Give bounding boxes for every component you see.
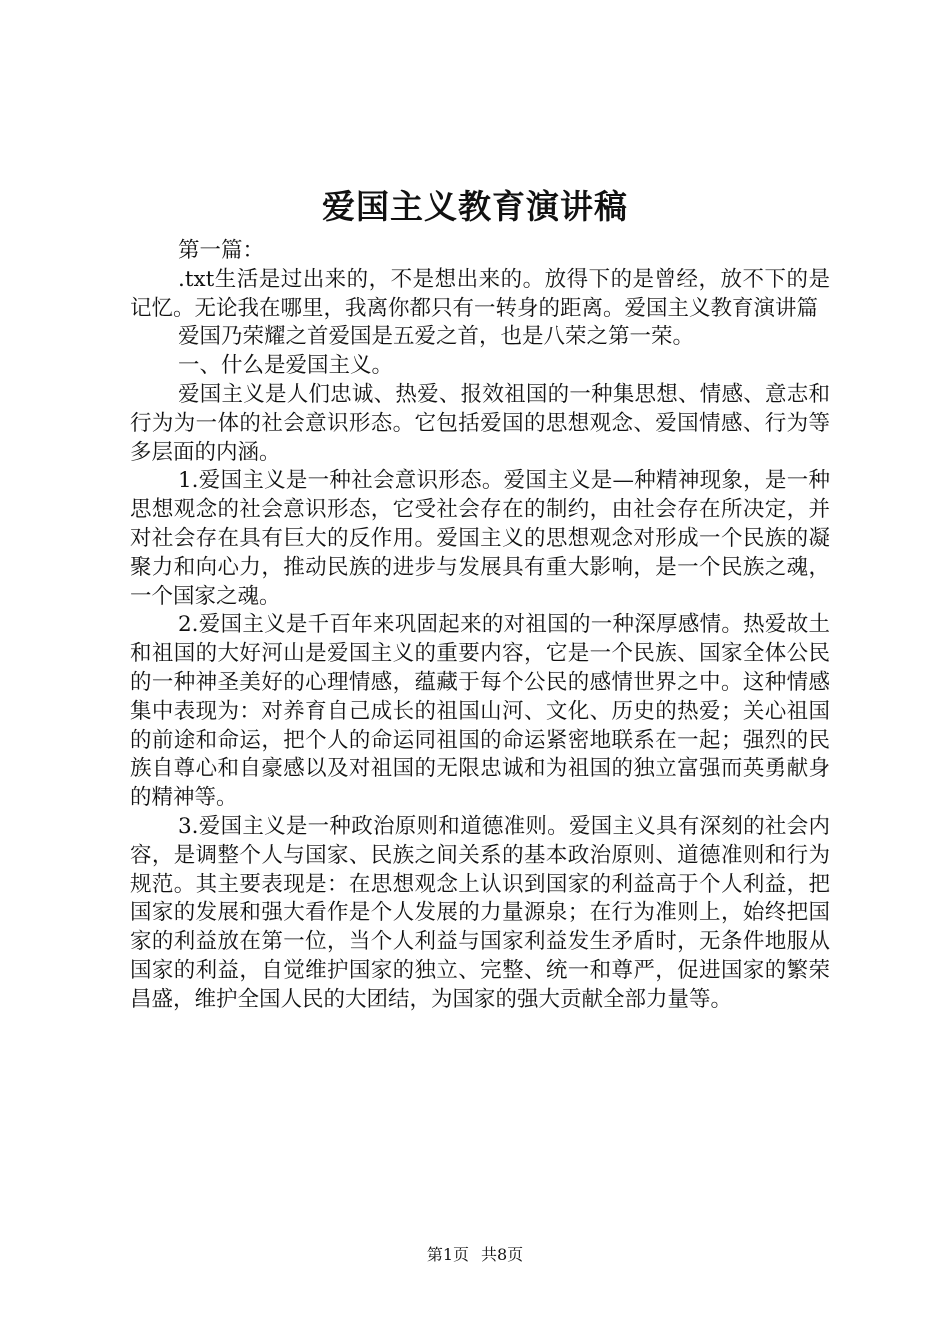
paragraph: 1.爱国主义是一种社会意识形态。爱国主义是—种精神现象，是一种思想观念的社会意识形态，它受社会存在的制约，由社会存在所决定，并对社会存在具有巨大的反作用。爱国主义的思想观念对形成一个民族的凝聚力和向心力，推动民族的进步与发展具有重大影响，是一个民族之魂，一个国家之魂。 — [130, 468, 830, 609]
paragraph: 爱国乃荣耀之首爱国是五爱之首，也是八荣之第一荣。 — [178, 324, 695, 350]
document-title: 爱国主义教育演讲稿 — [322, 187, 628, 226]
paragraph: 一、什么是爱国主义。 — [178, 353, 394, 379]
document-body — [130, 237, 830, 1015]
page-total: 共8页 — [481, 1245, 524, 1264]
paragraph: 第一篇： — [178, 238, 265, 263]
paragraph: 爱国主义是人们忠诚、热爱、报效祖国的一种集思想、情感、意志和行为为一体的社会意识形态。它包括爱国的思想观念、爱国情感、行为等多层面的内涵。 — [130, 381, 830, 465]
paragraph: 3.爱国主义是一种政治原则和道德准则。爱国主义具有深刻的社会内容，是调整个人与国家、民族之间关系的基本政治原则、道德准则和行为规范。其主要表现是：在思想观念上认识到国家的利益高于个人利益，把国家的发展和强大看作是个人发展的力量源泉；在行为准则上，始终把国家的利益放在第一位，当个人利益与国家利益发生矛盾时，无条件地服从国家的利益，自觉维护国家的独立、完整、统一和尊严，促进国家的繁荣昌盛，维护全国人民的大团结，为国家的强大贡献全部力量等。 — [130, 813, 830, 1012]
page-footer — [0, 1243, 950, 1267]
page-number: 第1页 — [426, 1245, 469, 1264]
paragraph: 2.爱国主义是千百年来巩固起来的对祖国的一种深厚感情。热爱故土和祖国的大好河山是爱国主义的重要内容，它是一个民族、国家全体公民的一种神圣美好的心理情感，蕴藏于每个公民的感情世界之中。这种情感集中表现为：对养育自己成长的祖国山河、文化、历史的热爱；关心祖国的前途和命运，把个人的命运同祖国的命运紧密地联系在一起；强烈的民族自尊心和自豪感以及对祖国的无限忠诚和为祖国的独立富强而英勇献身的精神等。 — [130, 612, 830, 811]
paragraph: .txt生活是过出来的，不是想出来的。放得下的是曾经，放不下的是记忆。无论我在哪里，我离你都只有一转身的距离。爱国主义教育演讲篇 — [130, 266, 830, 321]
